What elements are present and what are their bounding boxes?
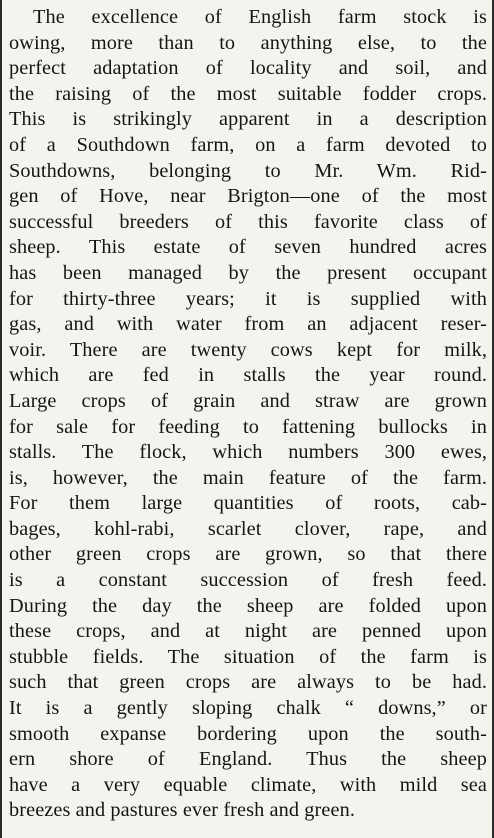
article-line-27: such that green crops are always to be had. xyxy=(9,671,487,694)
article-line-21: bages, kohl-rabi, scarlet clover, rape, and xyxy=(9,517,487,540)
article-line-28: It is a gently sloping chalk “ downs,” or xyxy=(9,697,487,720)
article-line-1: The excellence of English farm stock is xyxy=(33,6,487,28)
article-line-25: these crops, and at night are penned upon xyxy=(9,620,487,643)
article-line-18: stalls. The flock, which numbers 300 ewes, xyxy=(9,441,487,464)
article-line-32: breezes and pastures ever fresh and green. xyxy=(9,799,355,822)
article-line-11: has been managed by the present occupant xyxy=(9,261,487,284)
article-line-14: voir. There are twenty cows kept for milk, xyxy=(9,338,487,361)
article-line-5: This is strikingly apparent in a description xyxy=(9,108,487,131)
article-line-3: perfect adaptation of locality and soil, and xyxy=(9,57,487,80)
article-line-29: smooth expanse bordering upon the south- xyxy=(9,722,487,745)
article-line-6: of a Southdown farm, on a farm devoted to xyxy=(9,133,487,156)
article-line-31: have a very equable climate, with mild sea xyxy=(9,773,487,796)
article-line-16: Large crops of grain and straw are grown xyxy=(9,389,487,412)
article-line-12: for thirty-three years; it is supplied with xyxy=(9,287,487,310)
article-line-30: ern shore of England. Thus the sheep xyxy=(9,748,487,771)
article-line-22: other green crops are grown, so that there xyxy=(9,543,487,566)
article-line-9: successful breeders of this favorite class of xyxy=(9,210,487,233)
article-line-4: the raising of the most suitable fodder crops. xyxy=(9,82,487,105)
article-line-2: owing, more than to anything else, to the xyxy=(9,31,487,54)
article-line-17: for sale for feeding to fattening bullocks in xyxy=(9,415,487,438)
article-line-7: Southdowns, belonging to Mr. Wm. Rid- xyxy=(9,159,487,182)
article-text xyxy=(9,5,487,824)
article-line-23: is a constant succession of fresh feed. xyxy=(9,569,487,592)
article-line-13: gas, and with water from an adjacent reser- xyxy=(9,313,487,336)
article-line-19: is, however, the main feature of the farm. xyxy=(9,466,487,489)
article-line-15: which are fed in stalls the year round. xyxy=(9,364,487,387)
article-line-10: sheep. This estate of seven hundred acres xyxy=(9,236,487,259)
article-line-26: stubble fields. The situation of the farm is xyxy=(9,645,487,668)
article-line-8: gen of Hove, near Brigton—one of the most xyxy=(9,185,487,208)
article-line-24: During the day the sheep are folded upon xyxy=(9,594,487,617)
article-line-20: For them large quantities of roots, cab- xyxy=(9,492,487,515)
